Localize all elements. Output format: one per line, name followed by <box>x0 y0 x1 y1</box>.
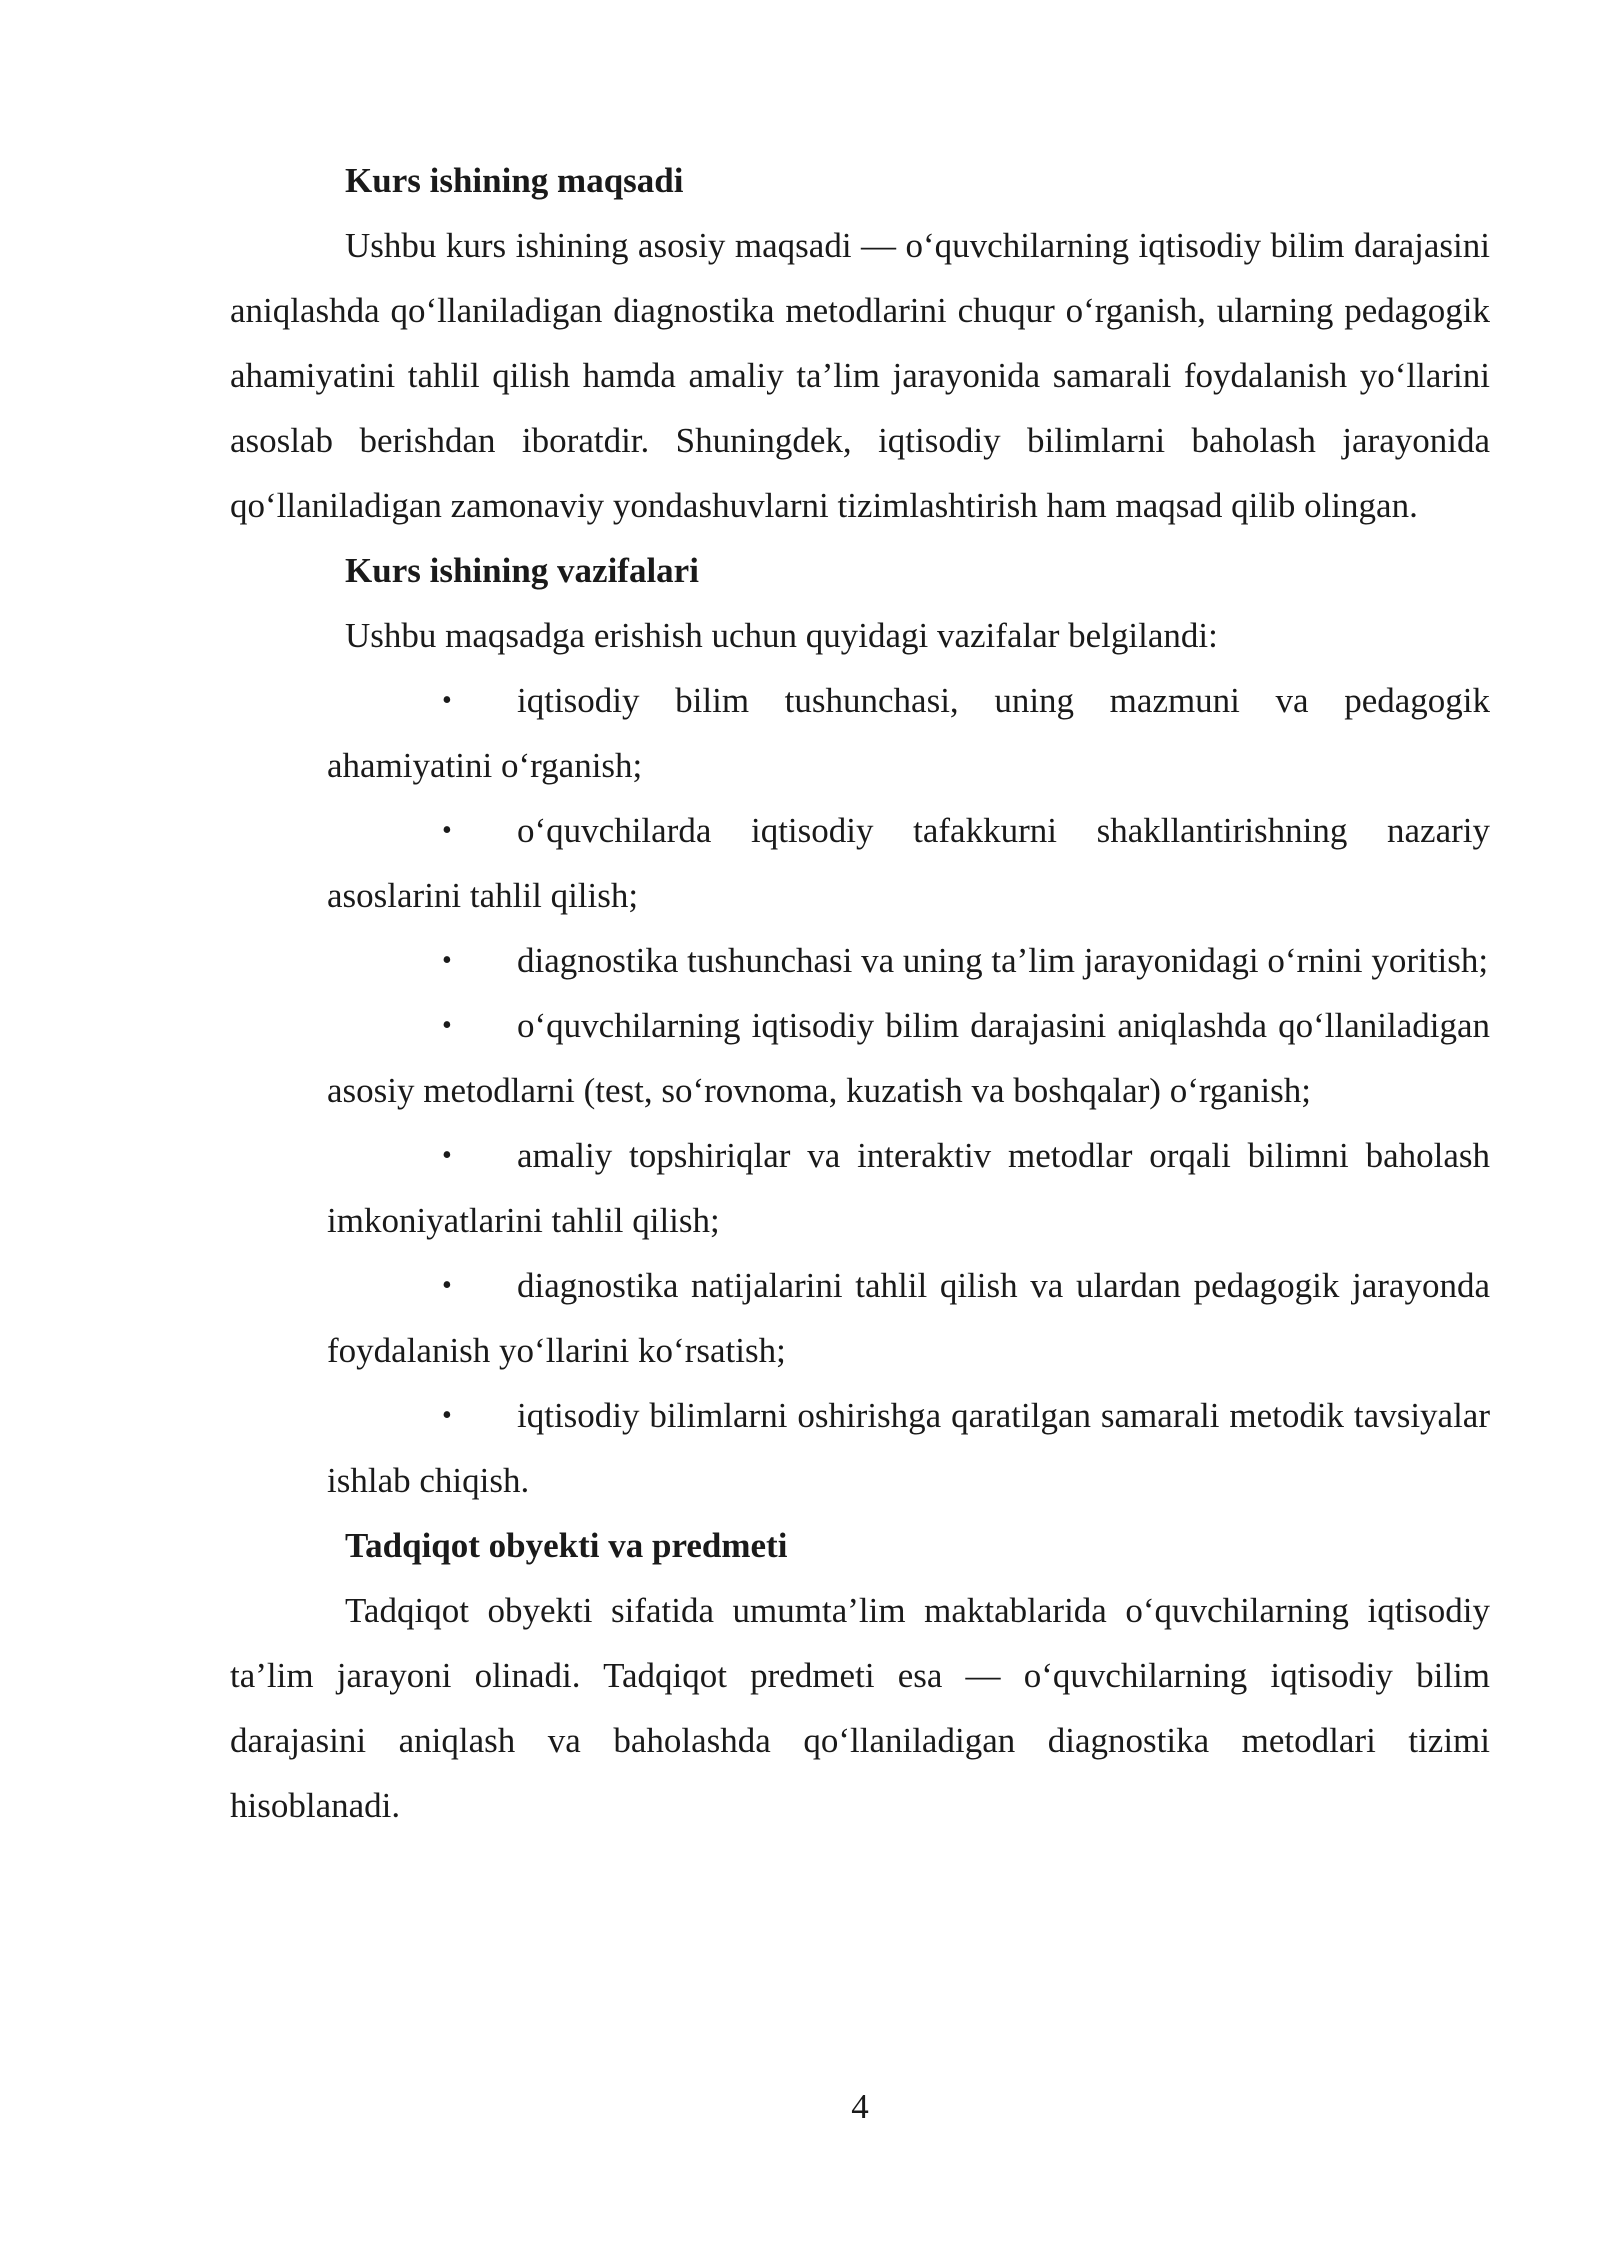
section-heading-goal: Kurs ishining maqsadi <box>345 161 684 200</box>
list-item-text: o‘quvchilarda iqtisodiy tafakkurni shakllantirishning nazariy asoslarini tahlil qilish; <box>327 811 1490 915</box>
list-item <box>230 798 1490 928</box>
document-page <box>230 148 1490 1838</box>
bullet-icon: • <box>442 685 452 716</box>
list-item-text: diagnostika tushunchasi va uning ta’lim jarayonidagi o‘rnini yoritish; <box>517 941 1489 980</box>
list-item <box>230 668 1490 798</box>
bullet-icon: • <box>442 1010 452 1041</box>
bullet-icon: • <box>442 1140 452 1171</box>
bullet-icon: • <box>442 815 452 846</box>
list-item-text: diagnostika natijalarini tahlil qilish va ulardan pedagogik jarayonda foydalanish yo‘llarini ko‘rsatish; <box>327 1266 1490 1370</box>
section-heading-tasks: Kurs ishining vazifalari <box>345 551 699 590</box>
page-number: 4 <box>851 2087 869 2126</box>
object-paragraph: Tadqiqot obyekti sifatida umumta’lim maktablarida o‘quvchilarning iqtisodiy ta’lim jarayoni olinadi. Tadqiqot predmeti esa — o‘quvchilarning iqtisodiy bilim darajasini aniqlash va baholashda qo‘llaniladigan diagnostika metodlari tizimi hisoblanadi. <box>230 1591 1490 1825</box>
list-item <box>230 1383 1490 1513</box>
list-item-text: amaliy topshiriqlar va interaktiv metodlar orqali bilimni baholash imkoniyatlarini tahlil qilish; <box>327 1136 1490 1240</box>
list-item-text: iqtisodiy bilim tushunchasi, uning mazmuni va pedagogik ahamiyatini o‘rganish; <box>327 681 1490 785</box>
list-item <box>230 1253 1490 1383</box>
goal-paragraph: Ushbu kurs ishining asosiy maqsadi — o‘quvchilarning iqtisodiy bilim darajasini aniqlashda qo‘llaniladigan diagnostika metodlarini chuqur o‘rganish, ularning pedagogik ahamiyatini tahlil qilish hamda amaliy ta’lim jarayonida samarali foydalanish yo‘llarini asoslab berishdan iboratdir. Shuningdek, iqtisodiy bilimlarni baholash jarayonida qo‘llaniladigan zamonaviy yondashuvlarni tizimlashtirish ham maqsad qilib olingan. <box>230 226 1490 525</box>
bullet-icon: • <box>442 945 452 976</box>
list-item-text: iqtisodiy bilimlarni oshirishga qaratilgan samarali metodik tavsiyalar ishlab chiqish. <box>327 1396 1490 1500</box>
tasks-list <box>230 668 1490 1513</box>
bullet-icon: • <box>442 1270 452 1301</box>
list-item-text: o‘quvchilarning iqtisodiy bilim darajasini aniqlashda qo‘llaniladigan asosiy metodlarni (test, so‘rovnoma, kuzatish va boshqalar) o‘rganish; <box>327 1006 1490 1110</box>
tasks-intro: Ushbu maqsadga erishish uchun quyidagi vazifalar belgilandi: <box>345 616 1218 655</box>
list-item <box>230 993 1490 1123</box>
bullet-icon: • <box>442 1400 452 1431</box>
list-item <box>230 928 1490 993</box>
list-item <box>230 1123 1490 1253</box>
section-heading-object: Tadqiqot obyekti va predmeti <box>345 1526 788 1565</box>
